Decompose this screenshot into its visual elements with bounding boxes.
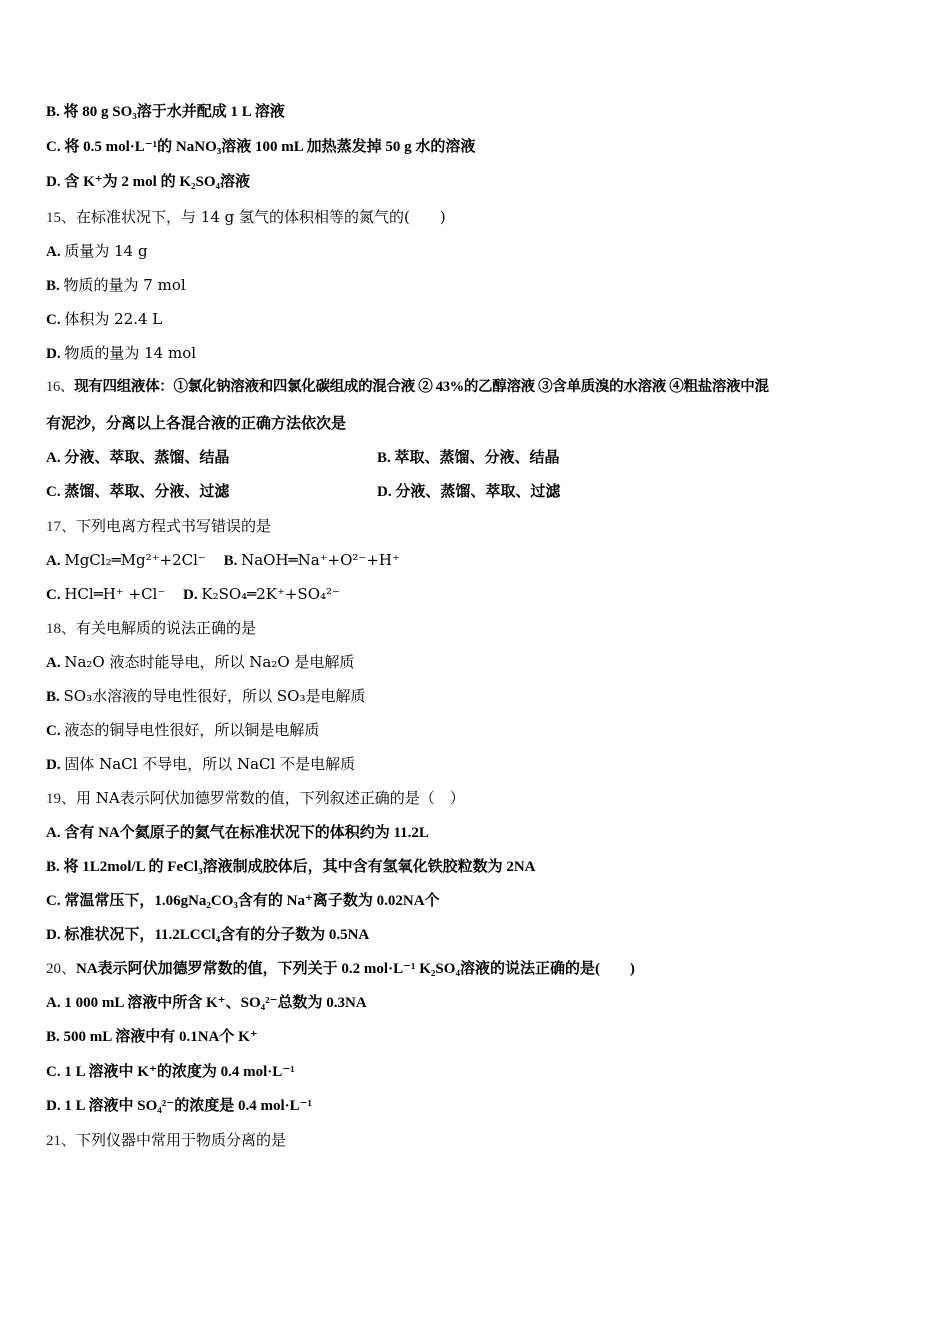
option-text: 含 K⁺为 2 mol 的 K₂SO₄溶液 — [64, 174, 251, 190]
option-label: B. — [46, 1029, 60, 1045]
q17-option-b — [224, 553, 400, 569]
q18-option-c — [46, 720, 319, 741]
q19-stem — [46, 788, 465, 809]
q16-options-row1 — [46, 448, 906, 468]
q15-option-d — [46, 343, 196, 364]
option-label: D. — [377, 484, 392, 500]
q16-stem-line2 — [46, 414, 346, 434]
q16-option-b — [377, 448, 560, 468]
question-text: 在标准状况下，与 14 g 氢气的体积相等的氮气的( ) — [76, 208, 446, 226]
q14-option-b — [46, 102, 285, 122]
q19-option-b — [46, 857, 536, 877]
option-label: C. — [46, 723, 61, 739]
option-text: 将 1L2mol/L 的 FeCl₃溶液制成胶体后，其中含有氢氧化铁胶粒数为 2NA — [63, 859, 536, 875]
q20-option-b — [46, 1027, 258, 1047]
q15-stem — [46, 207, 446, 228]
option-label: C. — [46, 893, 61, 909]
q14-option-d — [46, 172, 250, 192]
option-text: 质量为 14 g — [64, 242, 148, 260]
q19-option-d — [46, 925, 369, 945]
option-text: 物质的量为 7 mol — [63, 276, 186, 294]
question-number: 21、 — [46, 1133, 77, 1149]
q17-options-row2 — [46, 584, 340, 605]
option-text: SO₃水溶液的导电性很好，所以 SO₃是电解质 — [63, 687, 366, 705]
q17-stem — [46, 516, 271, 537]
question-text: 用 NA表示阿伏加德罗常数的值，下列叙述正确的是（ ） — [76, 789, 465, 807]
q15-option-a — [46, 241, 148, 262]
option-label: B. — [46, 104, 60, 120]
option-label: C. — [46, 139, 61, 155]
q18-option-a — [46, 652, 354, 673]
option-label: A. — [46, 995, 61, 1011]
q19-option-a — [46, 823, 429, 843]
option-label: C. — [46, 587, 61, 603]
q20-option-c — [46, 1062, 295, 1082]
option-label: A. — [46, 655, 61, 671]
q16-option-a — [46, 450, 229, 466]
question-text: 有泥沙，分离以上各混合液的正确方法依次是 — [46, 416, 347, 432]
q18-stem — [46, 618, 256, 639]
option-text: 1 L 溶液中 SO₄²⁻的浓度是 0.4 mol·L⁻¹ — [64, 1098, 313, 1114]
question-text: 下列仪器中常用于物质分离的是 — [76, 1131, 287, 1149]
question-text: 下列电离方程式书写错误的是 — [76, 517, 272, 535]
option-label: B. — [223, 553, 238, 569]
q15-option-c — [46, 309, 162, 330]
question-text: 现有四组液体：①氯化钠溶液和四氯化碳组成的混合液 ② 43%的乙醇溶液 ③含单质溴的水溶液 ④粗盐溶液中混 — [74, 379, 769, 395]
option-text: 将 0.5 mol·L⁻¹的 NaNO₃溶液 100 mL 加热蒸发掉 50 g 水的溶液 — [64, 139, 476, 155]
option-text: NaOH═Na⁺+O²⁻+H⁺ — [241, 551, 400, 569]
option-text: 物质的量为 14 mol — [64, 344, 197, 362]
q17-option-a — [46, 553, 210, 569]
question-number: 18、 — [46, 621, 77, 637]
option-label: A. — [46, 244, 61, 260]
q16-option-d — [377, 482, 560, 502]
q21-stem — [46, 1130, 286, 1151]
option-text: 体积为 22.4 L — [64, 310, 163, 328]
option-text: 将 80 g SO₃溶于水并配成 1 L 溶液 — [63, 104, 285, 120]
option-label: B. — [377, 450, 391, 466]
question-number: 15、 — [46, 210, 77, 226]
option-label: D. — [46, 757, 61, 773]
option-text: 1 L 溶液中 K⁺的浓度为 0.4 mol·L⁻¹ — [64, 1064, 295, 1080]
option-text: 常温常压下，1.06gNa₂CO₃含有的 Na⁺离子数为 0.02NA个 — [64, 893, 440, 909]
option-label: D. — [183, 587, 198, 603]
option-text: 液态的铜导电性很好，所以铜是电解质 — [64, 721, 320, 739]
option-label: D. — [46, 174, 61, 190]
option-label: A. — [46, 825, 61, 841]
option-text: 分液、萃取、蒸馏、结晶 — [64, 450, 230, 466]
option-text: 500 mL 溶液中有 0.1NA个 K⁺ — [63, 1029, 258, 1045]
q20-stem — [46, 959, 635, 979]
q18-option-b — [46, 686, 365, 707]
option-text: 蒸馏、萃取、分液、过滤 — [64, 484, 230, 500]
q20-option-d — [46, 1096, 312, 1116]
option-text: 萃取、蒸馏、分液、结晶 — [394, 450, 560, 466]
option-text: Na₂O 液态时能导电，所以 Na₂O 是电解质 — [64, 653, 355, 671]
question-number: 17、 — [46, 519, 77, 535]
option-text: K₂SO₄═2K⁺+SO₄²⁻ — [201, 585, 340, 603]
q20-option-a — [46, 993, 367, 1013]
option-text: 标准状况下，11.2LCCl₄含有的分子数为 0.5NA — [64, 927, 370, 943]
option-label: D. — [46, 927, 61, 943]
option-text: MgCl₂═Mg²⁺+2Cl⁻ — [64, 551, 206, 569]
question-text: 有关电解质的说法正确的是 — [76, 619, 257, 637]
option-text: 固体 NaCl 不导电，所以 NaCl 不是电解质 — [64, 755, 356, 773]
option-text: 分液、蒸馏、萃取、过滤 — [395, 484, 561, 500]
q16-options-row2 — [46, 482, 906, 502]
question-number: 16、 — [46, 379, 75, 395]
q17-option-c — [46, 587, 169, 603]
q19-option-c — [46, 891, 440, 911]
option-label: A. — [46, 553, 61, 569]
q16-stem-line1 — [46, 377, 769, 397]
question-text: NA表示阿伏加德罗常数的值，下列关于 0.2 mol·L⁻¹ K₂SO₄溶液的说法正确的是( ) — [76, 961, 635, 977]
q16-option-c — [46, 484, 229, 500]
option-label: A. — [46, 450, 61, 466]
option-label: C. — [46, 484, 61, 500]
q14-option-c — [46, 137, 475, 157]
question-number: 20、 — [46, 961, 77, 977]
q17-options-row1 — [46, 550, 400, 571]
option-text: 含有 NA个氦原子的氦气在标准状况下的体积约为 11.2L — [64, 825, 429, 841]
option-label: C. — [46, 312, 61, 328]
option-label: D. — [46, 1098, 61, 1114]
option-label: B. — [46, 278, 60, 294]
q18-option-d — [46, 754, 355, 775]
option-text: HCl═H⁺ +Cl⁻ — [64, 585, 166, 603]
option-text: 1 000 mL 溶液中所含 K⁺、SO₄²⁻总数为 0.3NA — [64, 995, 367, 1011]
q17-option-d — [183, 587, 340, 603]
option-label: B. — [46, 859, 60, 875]
question-number: 19、 — [46, 791, 77, 807]
option-label: C. — [46, 1064, 61, 1080]
q15-option-b — [46, 275, 186, 296]
option-label: B. — [46, 689, 60, 705]
option-label: D. — [46, 346, 61, 362]
